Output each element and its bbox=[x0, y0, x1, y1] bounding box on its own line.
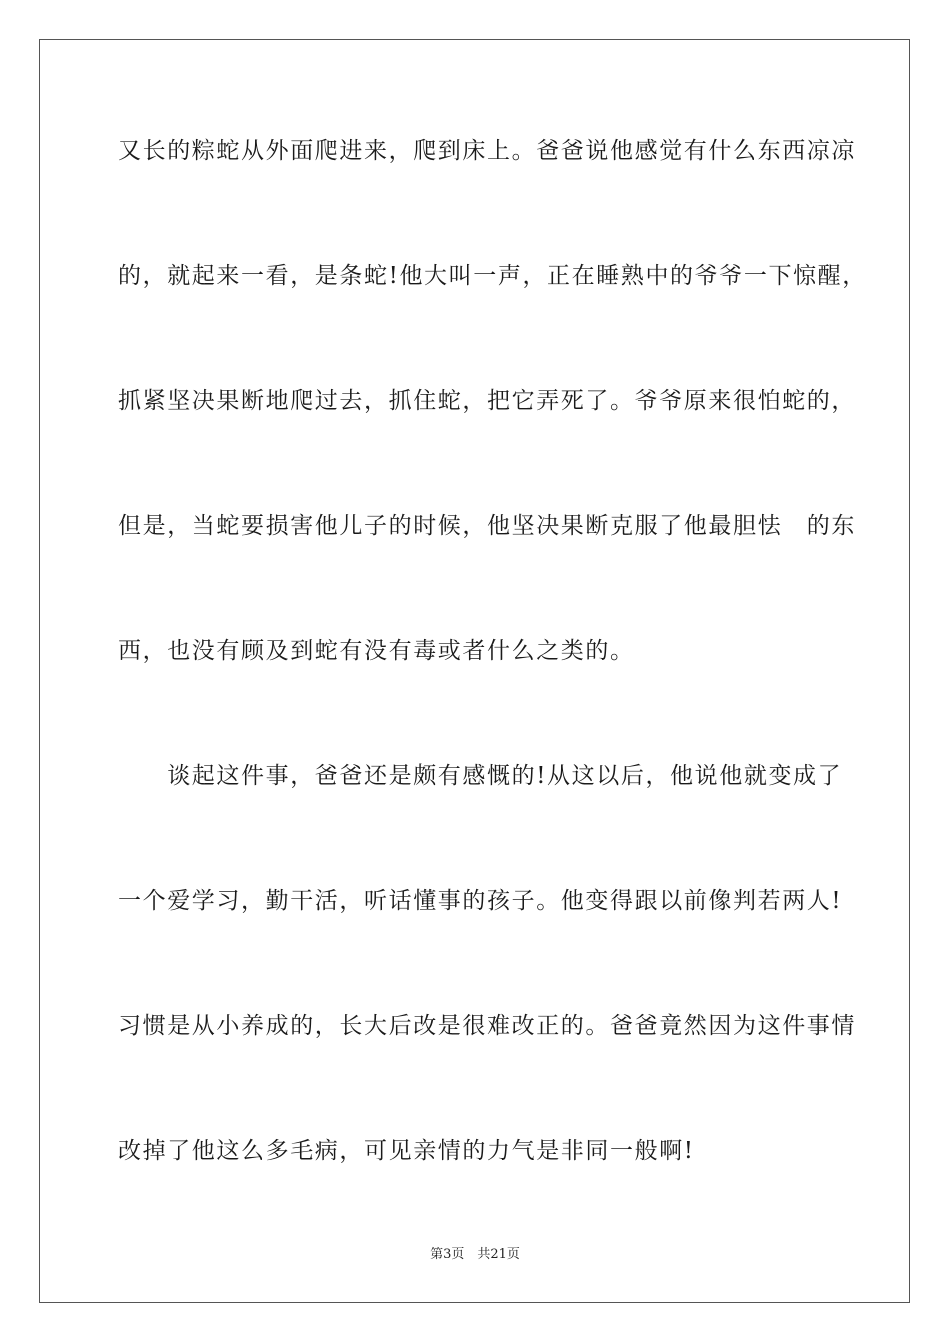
text-line: 西，也没有顾及到蛇有没有毒或者什么之类的。 bbox=[118, 638, 635, 664]
page-number-footer: 第3页 共21页 bbox=[430, 1247, 520, 1262]
text-line: 抓紧坚决果断地爬过去，抓住蛇，把它弄死了。爷爷原来很怕蛇的， bbox=[118, 388, 856, 414]
paragraph-start-line: 谈起这件事，爸爸还是颇有感慨的!从这以后，他说他就变成了 bbox=[118, 763, 843, 789]
text-line: 的，就起来一看，是条蛇!他大叫一声，正在睡熟中的爷爷一下惊醒， bbox=[118, 263, 867, 289]
text-line: 习惯是从小养成的，长大后改是很难改正的。爸爸竟然因为这件事情 bbox=[118, 1013, 856, 1039]
page-border bbox=[39, 39, 910, 1303]
text-line: 又长的粽蛇从外面爬进来，爬到床上。爸爸说他感觉有什么东西凉凉 bbox=[118, 138, 856, 164]
text-line: 改掉了他这么多毛病，可见亲情的力气是非同一般啊! bbox=[118, 1138, 695, 1164]
text-line: 但是，当蛇要损害他儿子的时候，他坚决果断克服了他最胆怯 的东 bbox=[118, 513, 856, 539]
text-line: 一个爱学习，勤干活，听话懂事的孩子。他变得跟以前像判若两人! bbox=[118, 888, 843, 914]
